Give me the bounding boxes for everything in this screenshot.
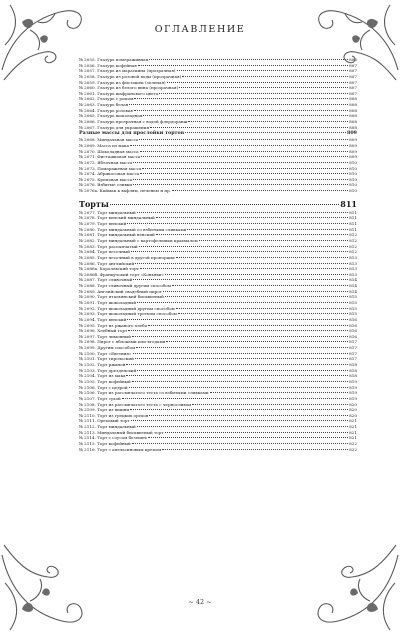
dot-leader	[133, 179, 348, 180]
toc-entry-title: Разные массы для прослойки тортов	[79, 130, 185, 137]
toc-entry-title: Торты	[79, 198, 109, 209]
toc-entry-page: 808	[349, 113, 357, 119]
dot-leader	[132, 336, 348, 337]
toc-entry-title: № 2056. Глазурь кофейная	[79, 62, 137, 68]
toc-entry-page: 809	[349, 154, 357, 160]
toc-entry-page: 809	[349, 148, 357, 154]
dot-leader	[199, 240, 348, 241]
toc-entry[interactable]	[79, 447, 357, 453]
toc-entry-page: 819	[349, 384, 357, 390]
toc-entry-page: 813	[349, 271, 357, 277]
dot-leader	[149, 59, 348, 60]
toc-entry-page: 822	[349, 446, 357, 452]
dot-leader	[167, 82, 349, 83]
dot-leader	[138, 65, 348, 66]
toc-entry-page: 821	[349, 429, 357, 435]
toc-entry-page: 818	[349, 362, 357, 368]
toc-entry-page: 811	[349, 215, 357, 221]
toc-entry-title: № 2115. Торт кофейный	[79, 441, 131, 446]
toc-entry-page: 809	[349, 137, 357, 143]
toc-entry-page: 813	[349, 254, 357, 260]
toc-entry-title: № 2079. Торт венский	[79, 221, 127, 227]
dot-leader	[135, 358, 348, 359]
toc-entry-title: № 2090. Торт итальянский бисквитный	[79, 294, 164, 300]
toc-entry-page: 809	[349, 142, 357, 148]
dot-leader	[148, 437, 349, 438]
toc-entry-page: 807	[349, 85, 357, 91]
dot-leader	[133, 184, 348, 185]
ornament-bottom-right-icon	[310, 540, 400, 635]
toc-entry-page: 821	[349, 435, 357, 441]
toc-entry-title: № 2111. Ореховый торт	[79, 418, 130, 424]
dot-leader	[131, 420, 349, 421]
dot-leader	[141, 156, 348, 157]
toc-entry-page: 807	[349, 68, 357, 74]
toc-entry-page: 810	[349, 165, 357, 171]
dot-leader	[210, 392, 349, 393]
toc-entry-page: 808	[349, 124, 357, 130]
dot-leader	[134, 110, 348, 111]
dot-leader	[127, 319, 348, 320]
toc-entry-title: № 2059. Глазурь из фисташек (зеленая)	[79, 79, 166, 85]
toc-entry-page: 813	[349, 266, 357, 272]
toc-entry-page: 809	[346, 130, 357, 137]
toc-entry-page: 819	[349, 390, 357, 396]
dot-leader	[128, 330, 348, 331]
toc-entry-title: № 2088. Торт сливочный другим способом	[79, 283, 171, 289]
toc-entry-title: № 2076. Взбитые сливки	[79, 182, 133, 188]
toc-entry-title: № 2107. Торт сухой	[79, 395, 121, 401]
dot-leader	[137, 370, 348, 371]
toc-entry-page: 812	[349, 237, 357, 243]
toc-entry-page: 815	[349, 294, 357, 300]
toc-entry-page: 815	[349, 299, 357, 305]
toc-entry-page: 816	[349, 322, 357, 328]
dot-leader	[143, 115, 348, 116]
dot-leader	[185, 132, 346, 133]
toc-entry-title: № 2061. Глазурь шафранового цвета	[79, 90, 159, 96]
dot-leader	[142, 168, 348, 169]
dot-leader	[172, 285, 348, 286]
toc-entry-title: № 2077. Торт миндальный	[79, 209, 136, 215]
dot-leader	[127, 223, 348, 224]
dot-leader	[165, 296, 348, 297]
toc-entry-title: № 2113. Миндальный бисквитный торт	[79, 429, 164, 435]
toc-entry-page: 821	[349, 418, 357, 424]
dot-leader	[187, 229, 348, 230]
toc-entry-page: 808	[349, 119, 357, 125]
dot-leader	[176, 257, 348, 258]
page-title: ОГЛАВЛЕНИЕ	[154, 24, 246, 35]
dot-leader	[132, 443, 349, 444]
dot-leader	[163, 291, 348, 292]
dot-leader	[134, 98, 348, 99]
toc-entry-page: 810	[349, 188, 357, 194]
dot-leader	[139, 139, 348, 140]
toc-entry-title: № 2110. Торт из грецких орехов	[79, 412, 149, 418]
toc-entry-page: 807	[349, 62, 357, 68]
toc-entry-title: № 2069. Масса из мака	[79, 142, 130, 148]
ornament-bottom-left-icon	[0, 540, 90, 635]
toc-entry-page: 815	[349, 311, 357, 317]
dot-leader	[137, 426, 348, 427]
dot-leader	[149, 415, 348, 416]
toc-entry-title: № 2065. Глазурь шоколадная	[79, 113, 143, 119]
toc-entry-title: № 2093. Торт шоколадный третьим способом	[79, 311, 177, 317]
toc-entry-title: № 2104. Торт из мака	[79, 373, 126, 379]
dot-leader	[133, 162, 348, 163]
toc-entry-title: № 2109. Торт из вишни	[79, 407, 130, 413]
dot-leader	[192, 404, 348, 405]
toc-entry-title: № 2094. Торт венский	[79, 316, 127, 322]
toc-entry-title: № 2055. Глазурь помераживная	[79, 57, 149, 62]
dot-leader	[132, 381, 349, 382]
dot-leader	[137, 212, 348, 213]
toc-entry-title: № 2068. Миндальная масса	[79, 137, 139, 143]
toc-entry-page: 821	[349, 424, 357, 430]
toc-entry-title: № 2075. Кремовая масса	[79, 176, 133, 182]
toc-entry-page: 815	[349, 305, 357, 311]
toc-entry-page: 816	[349, 316, 357, 322]
toc-entry-page: 812	[349, 232, 357, 238]
dot-leader	[129, 387, 349, 388]
toc-entry-page: 818	[349, 373, 357, 379]
toc-entry-title: № 2099. Другим способом	[79, 345, 136, 351]
dot-leader	[137, 302, 348, 303]
toc-entry[interactable]	[79, 188, 357, 194]
dot-leader	[140, 268, 348, 269]
toc-entry-title: № 2108. Торт из рассыпчатого теста с черносливом	[79, 401, 192, 407]
dot-leader	[150, 127, 348, 128]
toc-entry-title: № 2114. Торт с соусом безешев	[79, 435, 147, 441]
toc-entry-page: 811	[349, 221, 357, 227]
toc-entry-title: № 2087. Торт сливочный	[79, 277, 133, 283]
toc-entry-page: 816	[349, 328, 357, 334]
toc-entry-page: 807	[349, 73, 357, 79]
toc-entry-page: 808	[349, 96, 357, 102]
dot-leader	[188, 121, 348, 122]
toc-entry-page: 817	[349, 345, 357, 351]
toc-entry-title: № 2101. Торт тирольский	[79, 356, 134, 362]
dot-leader	[165, 274, 348, 275]
toc-entry-page: 816	[349, 333, 357, 339]
toc-entry-title: № 2102. Торт ржаной	[79, 362, 126, 368]
toc-entry-title: № 2086а. Королевский торт	[79, 266, 139, 272]
toc-entry-title: № 2103. Торт дрезденский	[79, 367, 137, 373]
toc-entry-title: № 2086. Торт английский	[79, 260, 135, 266]
toc-entry-title: № 2073. Помаражевая масса	[79, 165, 142, 171]
toc-entry-page: 807	[349, 90, 357, 96]
toc-entry-page: 810	[349, 176, 357, 182]
toc-entry-title: № 2070. Шоколадная масса	[79, 148, 139, 154]
toc-entry-title: № 2082. Торт миндальный с картофельным крахмалом	[79, 237, 198, 243]
toc-section-heading[interactable]	[79, 130, 357, 137]
toc-entry-page: 817	[349, 356, 357, 362]
toc-entry-title: № 2116. Торт с апельсиновым кремом	[79, 446, 162, 452]
page-number: ~ 42 ~	[188, 598, 212, 606]
dot-leader	[140, 151, 349, 152]
dot-leader	[131, 251, 348, 252]
toc-entry-title: № 2062. Глазурь с ромом	[79, 96, 134, 102]
toc-entry-title: № 2072. Яблочная масса	[79, 159, 133, 165]
toc-entry-title: № 2074. Абрикосовая масса	[79, 171, 140, 177]
dot-leader	[165, 432, 349, 433]
dot-leader	[126, 364, 348, 365]
toc-entry-page: 817	[349, 350, 357, 356]
dot-leader	[135, 263, 348, 264]
toc-entry-title: № 2071. Фисташковая масса	[79, 154, 141, 160]
toc-entry-title: № 2105. Торт кофейный	[79, 378, 131, 384]
toc-entry-page: 812	[349, 249, 357, 255]
toc-entry-page: 806	[349, 57, 357, 62]
dot-leader	[133, 353, 349, 354]
toc-entry-title: № 2083. Торт рассыпчатый	[79, 243, 138, 249]
toc-entry-title: № 2100. Торт «Евгения»	[79, 350, 132, 356]
toc-entry-page: 810	[349, 159, 357, 165]
toc-entry-title: № 2081. Торт миндальный венский	[79, 232, 155, 238]
toc-entry-title: № 2066. Глазурь прозрачная с водой флердоранж	[79, 119, 188, 125]
dot-leader	[166, 341, 348, 342]
toc-entry-title: № 2092. Торт шоколадный другим способом	[79, 305, 175, 311]
toc-entry-page: 813	[349, 260, 357, 266]
toc-chapter-heading[interactable]	[79, 198, 357, 210]
toc-entry-page: 811	[349, 209, 357, 215]
toc-entry-page: 818	[349, 367, 357, 373]
dot-leader	[176, 308, 348, 309]
toc-entry-page: 810	[349, 171, 357, 177]
toc-entry-title: № 2078. Торт венский миндальный	[79, 215, 155, 221]
toc-entry-page: 808	[349, 107, 357, 113]
toc-entry-title: № 2080. Торт миндальный со взбитыми сливками	[79, 226, 187, 232]
toc-entry-page: 810	[349, 182, 357, 188]
dot-leader	[179, 87, 348, 88]
dot-leader	[139, 246, 349, 247]
toc-entry-title: № 2084. Торт песочный	[79, 249, 130, 255]
toc-entry-page: 817	[349, 339, 357, 345]
dot-leader	[122, 398, 348, 399]
dot-leader	[130, 145, 348, 146]
dot-leader	[177, 70, 349, 71]
toc-entry-page: 814	[349, 277, 357, 283]
toc-entry-page: 814	[349, 283, 357, 289]
toc-entry-page: 819	[349, 378, 357, 384]
dot-leader	[110, 204, 339, 205]
toc-entry-page: 812	[349, 243, 357, 249]
dot-leader	[140, 173, 348, 174]
toc-entry-title: № 2067. Глазурь для украшения	[79, 124, 150, 130]
toc-entry-title: № 2058. Глазурь из розовой воды (прозрачная)	[79, 73, 182, 79]
toc-entry-page: 807	[349, 79, 357, 85]
toc-entry-title: № 2112. Торт миндальный	[79, 424, 136, 430]
dot-leader	[156, 234, 348, 235]
toc-entry-title: № 2060. Глазурь из белого вина (прозрачная)	[79, 85, 179, 91]
toc-entry-title: № 2086б. Французский торт «Коньяки»	[79, 271, 165, 277]
toc-entry-page: 820	[349, 412, 357, 418]
dot-leader	[133, 279, 348, 280]
toc-entry-title: № 2098. Пирог с яблоками или ягодами	[79, 339, 166, 345]
dot-leader	[178, 313, 348, 314]
toc-entry-page: 814	[349, 288, 357, 294]
toc-entry-page: 820	[349, 407, 357, 413]
dot-leader	[126, 375, 348, 376]
toc-entry-title: № 2063. Глазурь белая	[79, 102, 129, 108]
ornament-top-left-icon	[0, 0, 90, 85]
toc-entry-page: 819	[349, 395, 357, 401]
table-of-contents	[79, 57, 357, 452]
toc-entry-title: № 2064. Глазурь розовая	[79, 107, 133, 113]
toc-entry-title: № 2089. Английский свадебный пирог	[79, 288, 162, 294]
dot-leader	[129, 104, 348, 105]
dot-leader	[159, 93, 348, 94]
toc-entry-title: № 2085. Торт песочный в другой пропорции	[79, 254, 175, 260]
toc-entry-page: 808	[349, 102, 357, 108]
toc-entry-title: № 2096. Хлебный торт	[79, 328, 128, 334]
toc-entry-title: № 2106. Торт с цедрой	[79, 384, 128, 390]
toc-entry-title: № 2106. Торт из рассыпчатого теста со взбитыми сливками	[79, 390, 209, 396]
toc-entry-page: 811	[349, 226, 357, 232]
toc-entry-page: 811	[340, 198, 357, 209]
dot-leader	[130, 409, 348, 410]
toc-entry-title: № 2097. Торт лимонный	[79, 333, 131, 339]
dot-leader	[156, 217, 348, 218]
dot-leader	[148, 325, 348, 326]
dot-leader	[182, 76, 348, 77]
dot-leader	[136, 347, 348, 348]
toc-entry-page: 820	[349, 401, 357, 407]
toc-entry-title: № 2091. Торт шоколадный	[79, 299, 137, 305]
toc-entry-page: 822	[349, 441, 357, 446]
toc-entry-title: № 2076а. Каймак к вафлям, печенью и пр.	[79, 188, 172, 194]
toc-entry-title: № 2095. Торт из ржаного хлеба	[79, 322, 148, 328]
dot-leader	[172, 190, 348, 191]
toc-entry-title: № 2057. Глазурь из мараскина (прозрачная)	[79, 68, 176, 74]
dot-leader	[162, 449, 348, 450]
